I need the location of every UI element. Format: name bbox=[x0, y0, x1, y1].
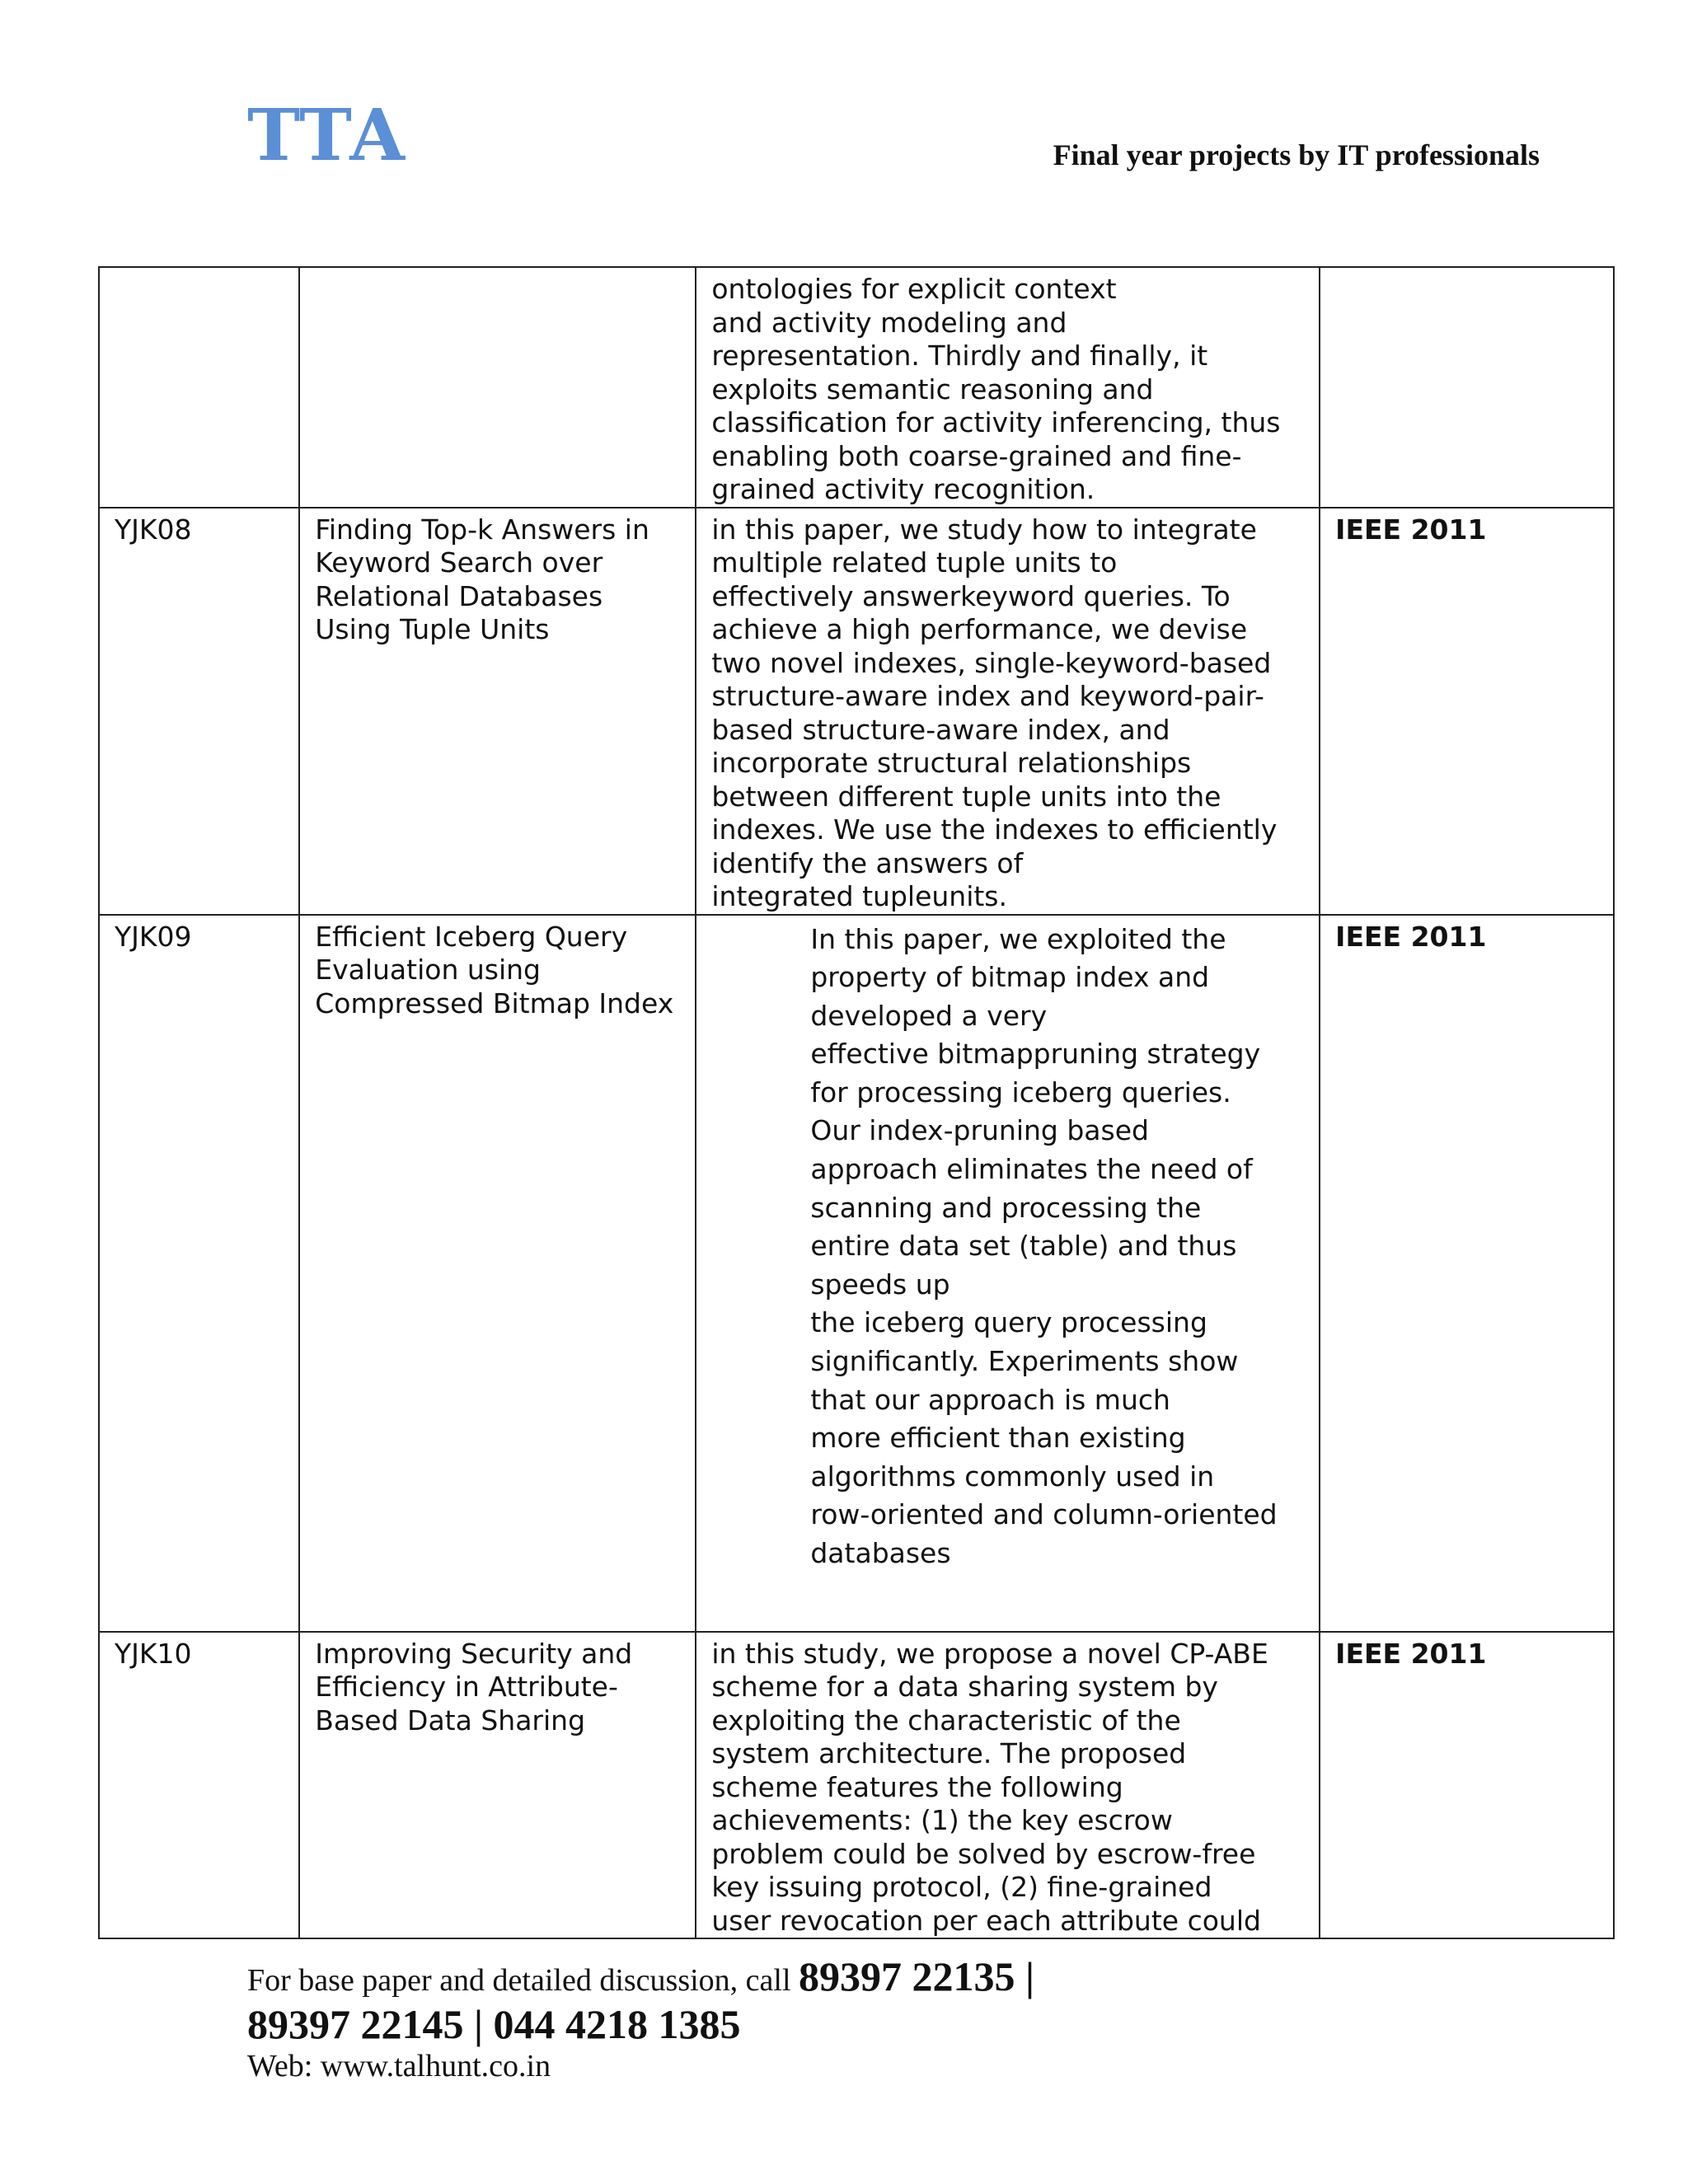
project-title-cell: Improving Security and Efficiency in Attribute- Based Data Sharing bbox=[299, 1632, 696, 1939]
footer-website: Web: www.talhunt.co.in bbox=[247, 2049, 551, 2083]
project-title-cell: Finding Top-k Answers in Keyword Search over Relational Databases Using Tuple Units bbox=[299, 508, 696, 915]
project-abstract-cell: in this study, we propose a novel CP-ABE scheme for a data sharing system by exploiting the characteristic of the system architecture. The proposed scheme features the following achievements: (1) the key escrow problem could be solved by escrow-free key issuing protocol, (2) fine-grained user revocation per each attribute could bbox=[696, 1632, 1320, 1939]
table-row bbox=[99, 915, 1614, 1632]
table-row bbox=[99, 267, 1614, 508]
project-abstract-cell: in this paper, we study how to integrate multiple related tuple units to effectively answerkeyword queries. To achieve a high performance, we devise two novel indexes, single-keyword-based structure-aware index and keyword-pair- based structure-aware index, and incorporate structural relationships between different tuple units into the indexes. We use the indexes to efficiently identify the answers of integrated tupleunits. bbox=[696, 508, 1320, 915]
project-id-cell: YJK10 bbox=[99, 1632, 299, 1939]
project-abstract-cell: ontologies for explicit context and activity modeling and representation. Thirdly and finally, it exploits semantic reasoning and classification for activity inferencing, thus enabling both coarse-grained and fine- grained activity recognition. bbox=[696, 267, 1320, 508]
project-id-cell: YJK09 bbox=[99, 915, 299, 1632]
footer-contact bbox=[247, 1952, 1034, 2001]
header-tagline: Final year projects by IT professionals bbox=[1053, 138, 1540, 171]
project-year-cell: IEEE 2011 bbox=[1320, 915, 1614, 1632]
project-title-cell bbox=[299, 267, 696, 508]
project-id-cell bbox=[99, 267, 299, 508]
project-year-cell: IEEE 2011 bbox=[1320, 1632, 1614, 1939]
footer-call-text: For base paper and detailed discussion, call bbox=[247, 1963, 791, 1998]
footer-phone-primary: 89397 22135 | bbox=[799, 1953, 1035, 1999]
brand-logo: TTA bbox=[247, 94, 406, 177]
project-year-cell: IEEE 2011 bbox=[1320, 508, 1614, 915]
project-title-cell: Efficient Iceberg Query Evaluation using Compressed Bitmap Index bbox=[299, 915, 696, 1632]
project-year-cell bbox=[1320, 267, 1614, 508]
table-row bbox=[99, 1632, 1614, 1939]
table-row bbox=[99, 508, 1614, 915]
project-abstract-cell: In this paper, we exploited the property of bitmap index and developed a very effective bitmappruning strategy for processing iceberg queries. Our index-pruning based approach eliminates the need of scanning and processing the entire data set (table) and thus speeds up the iceberg query processing significantly. Experiments show that our approach is much more efficient than existing algorithms commonly used in row-oriented and column-oriented databases bbox=[696, 915, 1320, 1632]
footer-phone-numbers: 89397 22145 | 044 4218 1385 bbox=[247, 2001, 741, 2047]
projects-table bbox=[98, 266, 1615, 1939]
project-id-cell: YJK08 bbox=[99, 508, 299, 915]
